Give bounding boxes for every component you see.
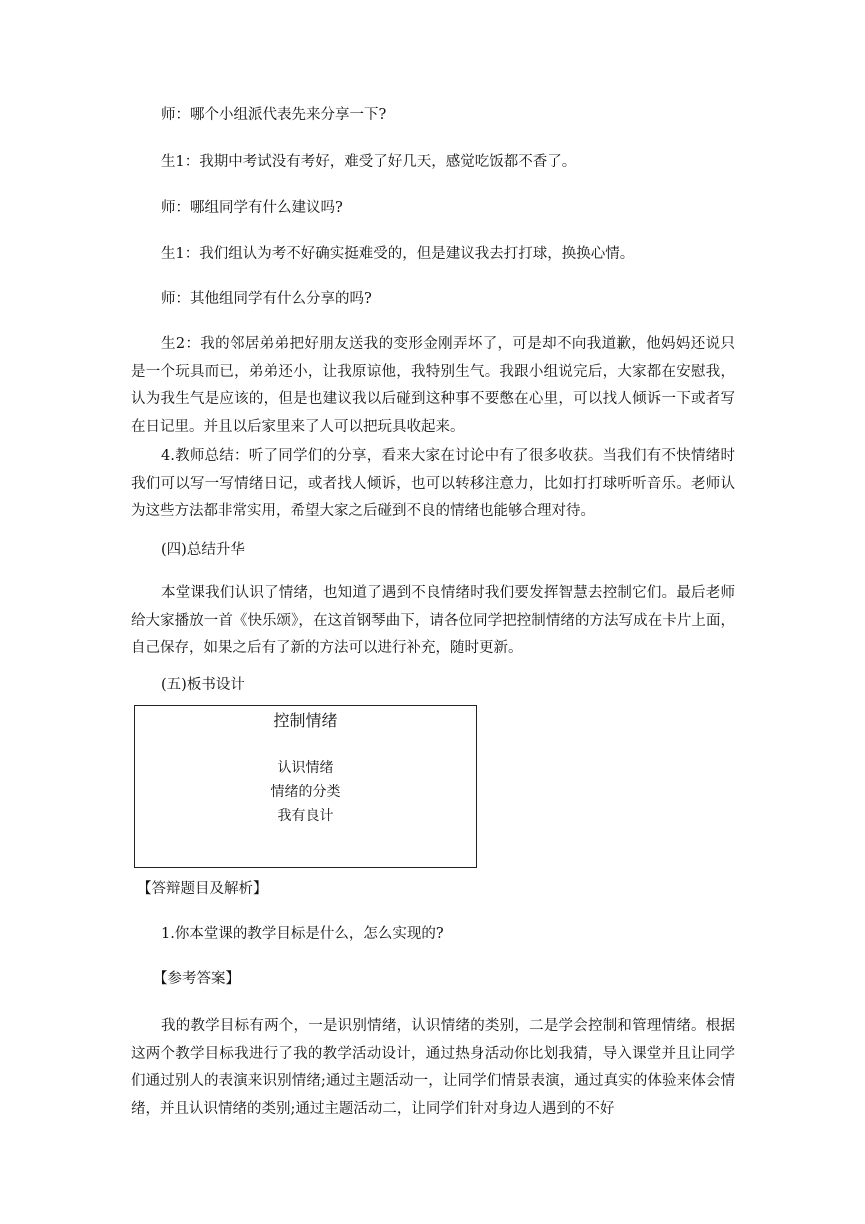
- paragraph-conclusion: 本堂课我们认识了情绪，也知道了遇到不良情绪时我们要发挥智慧去控制它们。最后老师给大家播放一首《快乐颂》，在这首钢琴曲下，请各位同学把控制情绪的方法写成在卡片上面，自己保存，如果之后有了新的方法可以进行补充，随时更新。: [131, 585, 735, 656]
- paragraph-teacher-ask-advice: 师：哪组同学有什么建议吗?: [161, 200, 343, 216]
- section-heading-summary: (四)总结升华: [161, 542, 245, 558]
- board-item-emotion-categories: 情绪的分类: [270, 784, 341, 800]
- paragraph-student1-advice: 生1：我们组认为考不好确实挺难受的，但是建议我去打打球，换换心情。: [161, 246, 635, 262]
- section-heading-reference-answer: 【参考答案】: [153, 971, 240, 987]
- paragraph-teacher-ask-others: 师：其他组同学有什么分享的吗?: [161, 291, 372, 307]
- paragraph-student1-exam: 生1：我期中考试没有考好，难受了好几天，感觉吃饭都不香了。: [161, 154, 577, 170]
- paragraph-student2-story: 生2：我的邻居弟弟把好朋友送我的变形金刚弄坏了，可是却不向我道歉，他妈妈还说只是一个玩具而已，弟弟还小，让我原谅他，我特别生气。我跟小组说完后，大家都在安慰我，认为我生气是应该的，但是也建议我以后碰到这种事不要憋在心里，可以找人倾诉一下或者写在日记里。并且以后家里来了人可以把玩具收起来。: [131, 336, 735, 435]
- board-design-box: [134, 705, 477, 868]
- question-teaching-goals: 1.你本堂课的教学目标是什么，怎么实现的?: [161, 926, 444, 942]
- board-item-good-strategies: 我有良计: [277, 808, 334, 824]
- paragraph-answer: 我的教学目标有两个，一是识别情绪，认识情绪的类别，二是学会控制和管理情绪。根据这两个教学目标我进行了我的教学活动设计，通过热身活动你比划我猜，导入课堂并且让同学们通过别人的表演来识别情绪;通过主题活动一，让同学们情景表演，通过真实的体验来体会情绪，并且认识情绪的类别;通过主题活动二，让同学们针对身边人遇到的不好: [131, 1018, 735, 1117]
- board-title: 控制情绪: [273, 711, 338, 730]
- section-heading-board-design: (五)板书设计: [161, 677, 245, 693]
- paragraph-teacher-ask-share: 师：哪个小组派代表先来分享一下?: [161, 107, 387, 123]
- board-item-recognize-emotions: 认识情绪: [277, 760, 334, 776]
- paragraph-teacher-summary: 4.教师总结：听了同学们的分享，看来大家在讨论中有了很多收获。当我们有不快情绪时我们可以写一写情绪日记，或者找人倾诉，也可以转移注意力，比如打打球听听音乐。老师认为这些方法都非常实用，希望大家之后碰到不良的情绪也能够合理对待。: [131, 448, 735, 519]
- section-heading-defense-questions: 【答辩题目及解析】: [137, 881, 268, 897]
